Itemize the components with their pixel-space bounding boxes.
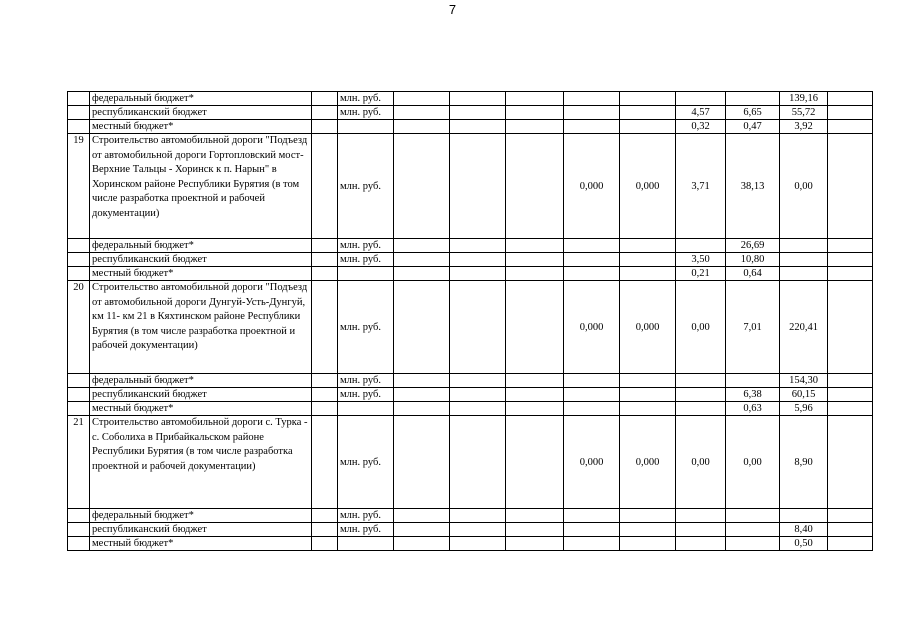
value-cell <box>828 523 873 537</box>
value-cell <box>620 253 676 267</box>
value-cell: 55,72 <box>780 106 828 120</box>
value-cell <box>394 402 450 416</box>
project-row <box>68 416 873 509</box>
spacer-cell <box>312 388 338 402</box>
unit-cell: млн. руб. <box>338 239 394 253</box>
row-number: 19 <box>68 134 90 239</box>
value-cell <box>726 537 780 551</box>
project-row <box>68 281 873 374</box>
value-cell <box>450 402 506 416</box>
row-number <box>68 239 90 253</box>
value-cell <box>450 388 506 402</box>
value-cell <box>506 134 564 239</box>
value-cell <box>506 106 564 120</box>
spacer-cell <box>312 239 338 253</box>
value-cell <box>506 239 564 253</box>
value-cell: 0,000 <box>620 134 676 239</box>
value-cell <box>676 239 726 253</box>
value-cell <box>394 388 450 402</box>
value-cell <box>676 388 726 402</box>
row-number <box>68 253 90 267</box>
value-cell <box>506 253 564 267</box>
spacer-cell <box>312 509 338 523</box>
value-cell: 3,92 <box>780 120 828 134</box>
value-cell <box>394 120 450 134</box>
value-cell <box>726 523 780 537</box>
unit-cell: млн. руб. <box>338 92 394 106</box>
value-cell <box>620 523 676 537</box>
value-cell <box>780 267 828 281</box>
project-row <box>68 134 873 239</box>
value-cell <box>620 402 676 416</box>
budget-row <box>68 402 873 416</box>
project-description: Строительство автомобильной дороги "Подъезд от автомобильной дороги Дунгуй-Усть-Дунгуй, км 11- км 21 в Кяхтинском районе Республики Бурятия (в том числе разработка проектной и рабочей документации) <box>90 281 312 374</box>
spacer-cell <box>312 537 338 551</box>
value-cell <box>726 374 780 388</box>
value-cell: 26,69 <box>726 239 780 253</box>
page-number: 7 <box>448 2 457 17</box>
budget-source: местный бюджет* <box>90 267 312 281</box>
value-cell <box>564 374 620 388</box>
value-cell: 0,32 <box>676 120 726 134</box>
value-cell <box>394 374 450 388</box>
value-cell <box>676 537 726 551</box>
value-cell <box>564 537 620 551</box>
value-cell <box>506 120 564 134</box>
value-cell <box>620 106 676 120</box>
value-cell <box>450 106 506 120</box>
value-cell <box>394 134 450 239</box>
unit-cell: млн. руб. <box>338 106 394 120</box>
value-cell: 38,13 <box>726 134 780 239</box>
value-cell <box>394 537 450 551</box>
value-cell: 8,90 <box>780 416 828 509</box>
budget-row <box>68 509 873 523</box>
unit-cell: млн. руб. <box>338 374 394 388</box>
value-cell: 0,000 <box>620 281 676 374</box>
row-number <box>68 523 90 537</box>
budget-row <box>68 374 873 388</box>
budget-source: федеральный бюджет* <box>90 374 312 388</box>
budget-source: федеральный бюджет* <box>90 92 312 106</box>
value-cell <box>780 239 828 253</box>
budget-row <box>68 267 873 281</box>
value-cell: 139,16 <box>780 92 828 106</box>
budget-source: республиканский бюджет <box>90 253 312 267</box>
value-cell <box>506 281 564 374</box>
value-cell: 0,00 <box>676 281 726 374</box>
spacer-cell <box>312 120 338 134</box>
row-number <box>68 537 90 551</box>
budget-source: местный бюджет* <box>90 402 312 416</box>
value-cell <box>620 509 676 523</box>
spacer-cell <box>312 281 338 374</box>
value-cell: 0,000 <box>620 416 676 509</box>
budget-source: местный бюджет* <box>90 537 312 551</box>
row-number <box>68 120 90 134</box>
value-cell <box>394 92 450 106</box>
row-number <box>68 509 90 523</box>
row-number <box>68 92 90 106</box>
unit-cell <box>338 402 394 416</box>
value-cell <box>726 509 780 523</box>
value-cell <box>394 106 450 120</box>
value-cell <box>828 120 873 134</box>
unit-cell: млн. руб. <box>338 253 394 267</box>
value-cell: 6,65 <box>726 106 780 120</box>
value-cell <box>676 374 726 388</box>
value-cell <box>620 537 676 551</box>
value-cell <box>450 374 506 388</box>
value-cell <box>676 523 726 537</box>
value-cell: 0,47 <box>726 120 780 134</box>
value-cell: 3,71 <box>676 134 726 239</box>
budget-row <box>68 388 873 402</box>
row-number: 21 <box>68 416 90 509</box>
unit-cell: млн. руб. <box>338 509 394 523</box>
budget-row <box>68 523 873 537</box>
project-description: Строительство автомобильной дороги "Подъезд от автомобильной дороги Гортопловский мост-Верхние Тальцы - Хоринск к п. Нарын" в Хоринском районе Республики Бурятия (в том числе разработка проектной и рабочей документации) <box>90 134 312 239</box>
budget-source: республиканский бюджет <box>90 388 312 402</box>
value-cell <box>506 388 564 402</box>
value-cell <box>394 523 450 537</box>
spacer-cell <box>312 134 338 239</box>
unit-cell: млн. руб. <box>338 388 394 402</box>
spacer-cell <box>312 402 338 416</box>
row-number <box>68 374 90 388</box>
value-cell <box>828 267 873 281</box>
value-cell <box>450 416 506 509</box>
value-cell <box>394 267 450 281</box>
value-cell <box>564 509 620 523</box>
value-cell: 0,64 <box>726 267 780 281</box>
value-cell <box>828 537 873 551</box>
value-cell <box>394 239 450 253</box>
value-cell <box>828 388 873 402</box>
value-cell <box>394 281 450 374</box>
value-cell <box>506 267 564 281</box>
value-cell <box>828 402 873 416</box>
value-cell: 8,40 <box>780 523 828 537</box>
unit-cell <box>338 267 394 281</box>
value-cell <box>564 253 620 267</box>
project-description: Строительство автомобильной дороги с. Турка - с. Соболиха в Прибайкальском районе Республики Бурятия (в том числе разработка проектной и рабочей документации) <box>90 416 312 509</box>
value-cell <box>620 239 676 253</box>
budget-row <box>68 537 873 551</box>
value-cell <box>394 416 450 509</box>
value-cell <box>564 523 620 537</box>
value-cell <box>450 239 506 253</box>
value-cell: 0,000 <box>564 281 620 374</box>
value-cell <box>450 120 506 134</box>
spacer-cell <box>312 416 338 509</box>
value-cell <box>450 92 506 106</box>
value-cell <box>564 267 620 281</box>
value-cell <box>506 537 564 551</box>
value-cell <box>780 509 828 523</box>
value-cell <box>564 106 620 120</box>
value-cell: 0,21 <box>676 267 726 281</box>
value-cell: 154,30 <box>780 374 828 388</box>
value-cell <box>620 267 676 281</box>
value-cell <box>450 267 506 281</box>
value-cell <box>564 239 620 253</box>
budget-source: местный бюджет* <box>90 120 312 134</box>
value-cell: 0,000 <box>564 416 620 509</box>
spacer-cell <box>312 267 338 281</box>
value-cell <box>676 92 726 106</box>
value-cell: 4,57 <box>676 106 726 120</box>
value-cell <box>828 253 873 267</box>
value-cell: 60,15 <box>780 388 828 402</box>
spacer-cell <box>312 92 338 106</box>
value-cell: 0,00 <box>676 416 726 509</box>
value-cell <box>450 537 506 551</box>
value-cell <box>828 416 873 509</box>
value-cell: 0,00 <box>726 416 780 509</box>
budget-source: федеральный бюджет* <box>90 509 312 523</box>
value-cell <box>450 253 506 267</box>
budget-row <box>68 92 873 106</box>
row-number: 20 <box>68 281 90 374</box>
unit-cell <box>338 537 394 551</box>
unit-cell: млн. руб. <box>338 416 394 509</box>
row-number <box>68 106 90 120</box>
value-cell <box>394 509 450 523</box>
budget-source: федеральный бюджет* <box>90 239 312 253</box>
budget-table <box>67 91 873 551</box>
value-cell <box>506 92 564 106</box>
value-cell: 0,63 <box>726 402 780 416</box>
value-cell <box>828 134 873 239</box>
value-cell <box>564 402 620 416</box>
value-cell <box>620 374 676 388</box>
value-cell: 0,00 <box>780 134 828 239</box>
value-cell <box>506 523 564 537</box>
value-cell <box>506 402 564 416</box>
value-cell: 3,50 <box>676 253 726 267</box>
budget-row <box>68 120 873 134</box>
value-cell <box>450 523 506 537</box>
row-number <box>68 388 90 402</box>
value-cell <box>506 374 564 388</box>
spacer-cell <box>312 106 338 120</box>
value-cell <box>726 92 780 106</box>
value-cell <box>450 281 506 374</box>
value-cell: 0,000 <box>564 134 620 239</box>
value-cell: 0,50 <box>780 537 828 551</box>
spacer-cell <box>312 253 338 267</box>
value-cell: 220,41 <box>780 281 828 374</box>
value-cell <box>620 388 676 402</box>
value-cell <box>506 416 564 509</box>
value-cell <box>828 281 873 374</box>
unit-cell: млн. руб. <box>338 281 394 374</box>
value-cell <box>676 509 726 523</box>
budget-row <box>68 106 873 120</box>
value-cell <box>676 402 726 416</box>
unit-cell: млн. руб. <box>338 134 394 239</box>
value-cell: 10,80 <box>726 253 780 267</box>
row-number <box>68 267 90 281</box>
row-number <box>68 402 90 416</box>
value-cell <box>564 92 620 106</box>
value-cell <box>394 253 450 267</box>
spacer-cell <box>312 374 338 388</box>
budget-row <box>68 239 873 253</box>
value-cell <box>780 253 828 267</box>
value-cell <box>564 120 620 134</box>
value-cell <box>828 509 873 523</box>
value-cell: 6,38 <box>726 388 780 402</box>
unit-cell: млн. руб. <box>338 523 394 537</box>
value-cell <box>828 92 873 106</box>
value-cell: 7,01 <box>726 281 780 374</box>
spacer-cell <box>312 523 338 537</box>
value-cell <box>828 106 873 120</box>
value-cell <box>620 92 676 106</box>
unit-cell <box>338 120 394 134</box>
value-cell <box>564 388 620 402</box>
value-cell <box>828 239 873 253</box>
value-cell <box>620 120 676 134</box>
budget-source: республиканский бюджет <box>90 106 312 120</box>
value-cell: 5,96 <box>780 402 828 416</box>
value-cell <box>450 509 506 523</box>
value-cell <box>828 374 873 388</box>
budget-row <box>68 253 873 267</box>
value-cell <box>506 509 564 523</box>
budget-source: республиканский бюджет <box>90 523 312 537</box>
value-cell <box>450 134 506 239</box>
